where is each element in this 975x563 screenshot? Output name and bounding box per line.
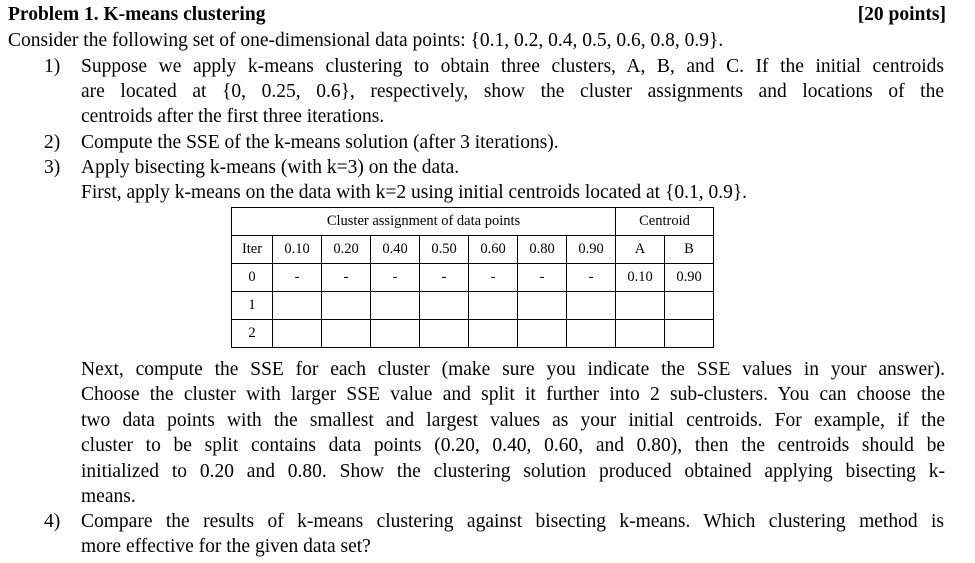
problem-title: Problem 1. K-means clustering	[8, 4, 266, 25]
iter-cell: 0	[232, 264, 273, 292]
assignment-cell	[420, 292, 469, 320]
question-item-3	[44, 155, 944, 205]
centroid-cell: 0.90	[665, 264, 714, 292]
assignment-cell	[469, 292, 518, 320]
item-text-line: Apply bisecting k-means (with k=3) on the data.	[81, 157, 460, 178]
table-group-header-row	[232, 208, 714, 236]
centroid-cell: 0.10	[616, 264, 665, 292]
assignment-group-header: Cluster assignment of data points	[232, 208, 616, 236]
paragraph-line: means.	[81, 486, 136, 508]
item-text-line: more effective for the given data set?	[81, 536, 371, 557]
assignment-cell	[322, 320, 371, 348]
question-item-4	[44, 509, 944, 559]
assignment-cell	[273, 292, 322, 320]
iter-cell: 2	[232, 320, 273, 348]
assignment-cell	[371, 320, 420, 348]
question-item-1	[44, 54, 944, 129]
table-column-header-row	[232, 236, 714, 264]
centroid-cell	[665, 320, 714, 348]
problem-points: [20 points]	[857, 4, 946, 25]
point-header: 0.80	[518, 236, 567, 264]
item-text-line: First, apply k-means on the data with k=2 using initial centroids located at {0.1, 0.9}.	[81, 182, 748, 203]
assignment-cell	[371, 292, 420, 320]
centroid-header: B	[665, 236, 714, 264]
centroid-header: A	[616, 236, 665, 264]
item-number: 4)	[44, 511, 61, 532]
paragraph-line: Next, compute the SSE for each cluster (make sure you indicate the SSE values in your answer).	[81, 359, 945, 380]
centroid-cell	[665, 292, 714, 320]
assignment-cell: -	[469, 264, 518, 292]
assignment-cell	[518, 320, 567, 348]
item-number: 2)	[44, 132, 61, 153]
paragraph-line: Choose the cluster with larger SSE value and split it further into 2 sub-clusters. You can choose the	[81, 384, 945, 406]
item-text-line: Compute the SSE of the k-means solution (after 3 iterations).	[81, 132, 559, 153]
item-text-line: are located at {0, 0.25, 0.6}, respectively, show the cluster assignments and locations of the	[81, 81, 944, 102]
paragraph-line: initialized to 0.20 and 0.80. Show the clustering solution produced obtained applying bisecting k-	[81, 460, 945, 482]
point-header: 0.60	[469, 236, 518, 264]
question-item-2	[44, 130, 944, 155]
centroid-cell	[616, 292, 665, 320]
point-header: 0.90	[567, 236, 616, 264]
problem-heading	[8, 2, 946, 28]
assignment-cell	[567, 292, 616, 320]
assignment-cell	[322, 292, 371, 320]
assignment-cell	[518, 292, 567, 320]
iter-cell: 1	[232, 292, 273, 320]
table-row	[232, 264, 714, 292]
paragraph-line: two data points with the smallest and largest values as your initial centroids. For example, if the	[81, 409, 945, 431]
point-header: 0.10	[273, 236, 322, 264]
assignment-cell	[273, 320, 322, 348]
item-text-line: Suppose we apply k-means clustering to obtain three clusters, A, B, and C. If the initial centroids	[81, 56, 944, 77]
point-header: 0.50	[420, 236, 469, 264]
item-text-line: centroids after the first three iterations.	[81, 106, 385, 127]
paragraph-line: cluster to be split contains data points (0.20, 0.40, 0.60, and 0.80), then the centroids should be	[81, 435, 945, 457]
point-header: 0.40	[371, 236, 420, 264]
point-header: 0.20	[322, 236, 371, 264]
assignment-cell: -	[371, 264, 420, 292]
assignment-cell	[567, 320, 616, 348]
item-number: 1)	[44, 56, 61, 77]
kmeans-table-wrapper	[231, 207, 714, 348]
assignment-cell	[420, 320, 469, 348]
iter-header: Iter	[232, 236, 273, 264]
problem-intro: Consider the following set of one-dimensional data points: {0.1, 0.2, 0.4, 0.5, 0.6, 0.8, 0.9}.	[8, 30, 724, 51]
assignment-cell: -	[567, 264, 616, 292]
centroid-cell	[616, 320, 665, 348]
followup-paragraph	[81, 357, 945, 509]
kmeans-iteration-table	[231, 207, 714, 348]
item-number: 3)	[44, 157, 61, 178]
assignment-cell: -	[518, 264, 567, 292]
assignment-cell: -	[322, 264, 371, 292]
assignment-cell	[469, 320, 518, 348]
centroid-group-header: Centroid	[616, 208, 714, 236]
item-text-line: Compare the results of k-means clustering against bisecting k-means. Which clustering method is	[81, 511, 944, 532]
table-row	[232, 292, 714, 320]
assignment-cell: -	[273, 264, 322, 292]
assignment-cell: -	[420, 264, 469, 292]
table-row	[232, 320, 714, 348]
